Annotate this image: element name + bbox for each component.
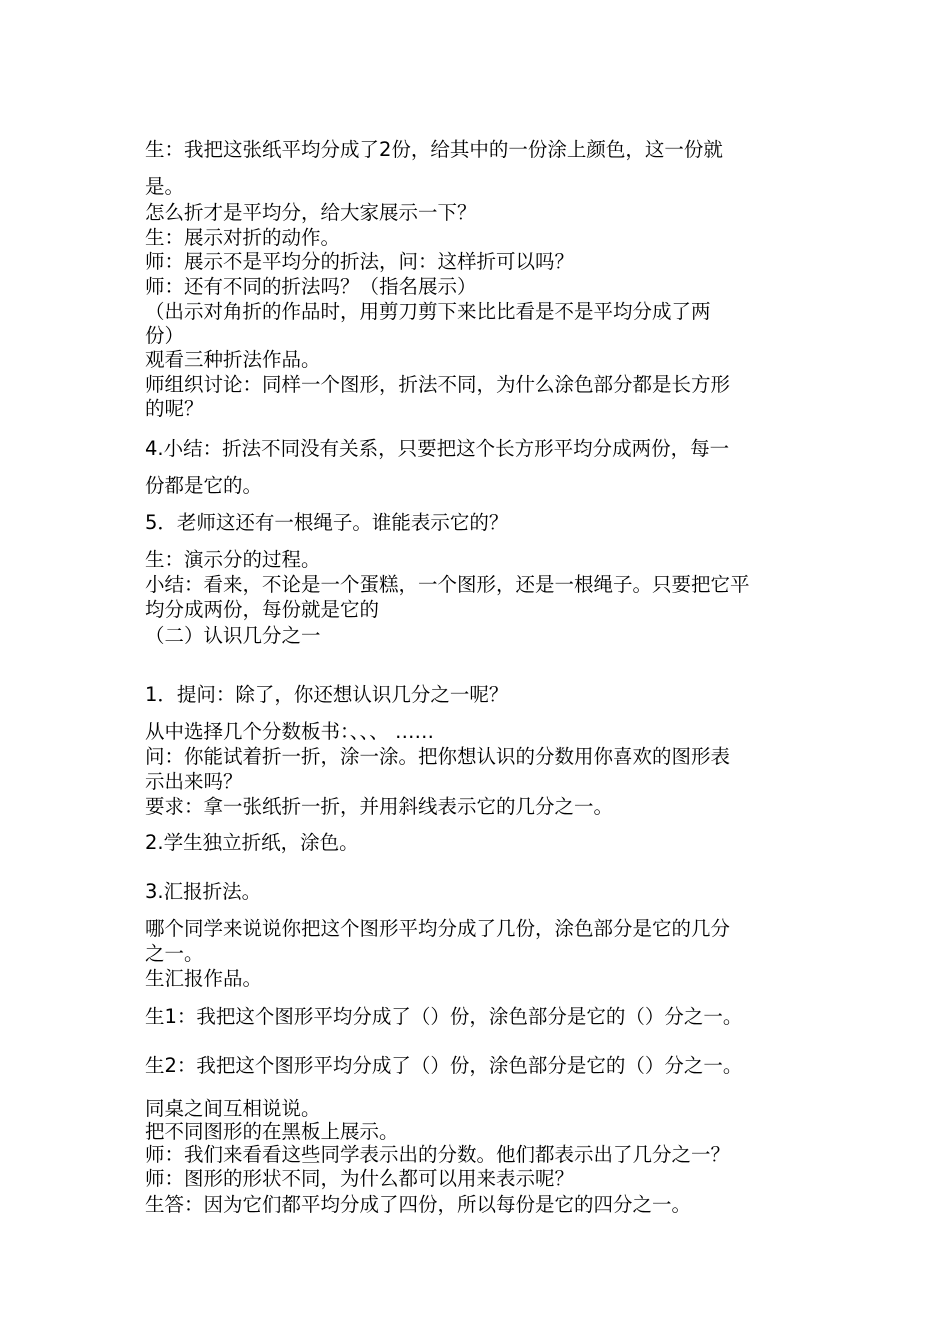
text-line: 从中选择几个分数板书：、、、 ……	[145, 720, 434, 743]
text-line: 3.汇报折法。	[145, 880, 262, 903]
text-line: 2.学生独立折纸，涂色。	[145, 831, 359, 854]
text-line: 生1：我把这个图形平均分成了（）份，涂色部分是它的（）分之一。	[145, 1005, 743, 1028]
text-line: 是。	[145, 175, 185, 198]
text-line: 示出来吗？	[145, 770, 243, 793]
text-line: 生：我把这张纸平均分成了2份，给其中的一份涂上颜色，这一份就	[145, 138, 723, 161]
text-line: 小结：看来，不论是一个蛋糕，一个图形，还是一根绳子。只要把它平	[145, 573, 750, 596]
text-line: 的呢？	[145, 397, 204, 420]
text-line: 之一。	[145, 942, 204, 965]
text-line: 4.小结：折法不同没有关系，只要把这个长方形平均分成两份，每一	[145, 437, 730, 460]
section-heading: （二）认识几分之一	[145, 624, 321, 647]
text-line: 师：我们来看看这些同学表示出的分数。他们都表示出了几分之一？	[145, 1143, 731, 1166]
text-line: 师组织讨论：同样一个图形，折法不同，为什么涂色部分都是长方形	[145, 373, 731, 396]
text-line: （出示对角折的作品时，用剪刀剪下来比比看是不是平均分成了两	[145, 300, 711, 323]
text-line: 均分成两份，每份就是它的	[145, 598, 380, 621]
text-line: 生答：因为它们都平均分成了四份，所以每份是它的四分之一。	[145, 1193, 692, 1216]
text-line: 哪个同学来说说你把这个图形平均分成了几份，涂色部分是它的几分	[145, 917, 731, 940]
text-line: 同桌之间互相说说。	[145, 1097, 321, 1120]
text-line: 5．老师这还有一根绳子。谁能表示它的？	[145, 511, 509, 534]
text-line: 生：展示对折的动作。	[145, 226, 341, 249]
text-line: 1．提问：除了，你还想认识几分之一呢？	[145, 683, 509, 706]
text-line: 怎么折才是平均分，给大家展示一下？	[145, 201, 477, 224]
text-line: 生：演示分的过程。	[145, 548, 321, 571]
text-line: 要求：拿一张纸折一折，并用斜线表示它的几分之一。	[145, 795, 614, 818]
text-line: 生2：我把这个图形平均分成了（）份，涂色部分是它的（）分之一。	[145, 1054, 743, 1077]
text-line: 观看三种折法作品。	[145, 348, 321, 371]
text-line: 份都是它的。	[145, 474, 263, 497]
text-line: 生汇报作品。	[145, 967, 263, 990]
text-line: 把不同图形的在黑板上展示。	[145, 1120, 399, 1143]
text-line: 份）	[145, 324, 185, 347]
text-line: 问：你能试着折一折，涂一涂。把你想认识的分数用你喜欢的图形表	[145, 745, 731, 768]
text-line: 师：图形的形状不同，为什么都可以用来表示呢？	[145, 1167, 575, 1190]
text-line: 师：展示不是平均分的折法，问：这样折可以吗？	[145, 250, 575, 273]
text-line: 师：还有不同的折法吗？（指名展示）	[145, 275, 477, 298]
